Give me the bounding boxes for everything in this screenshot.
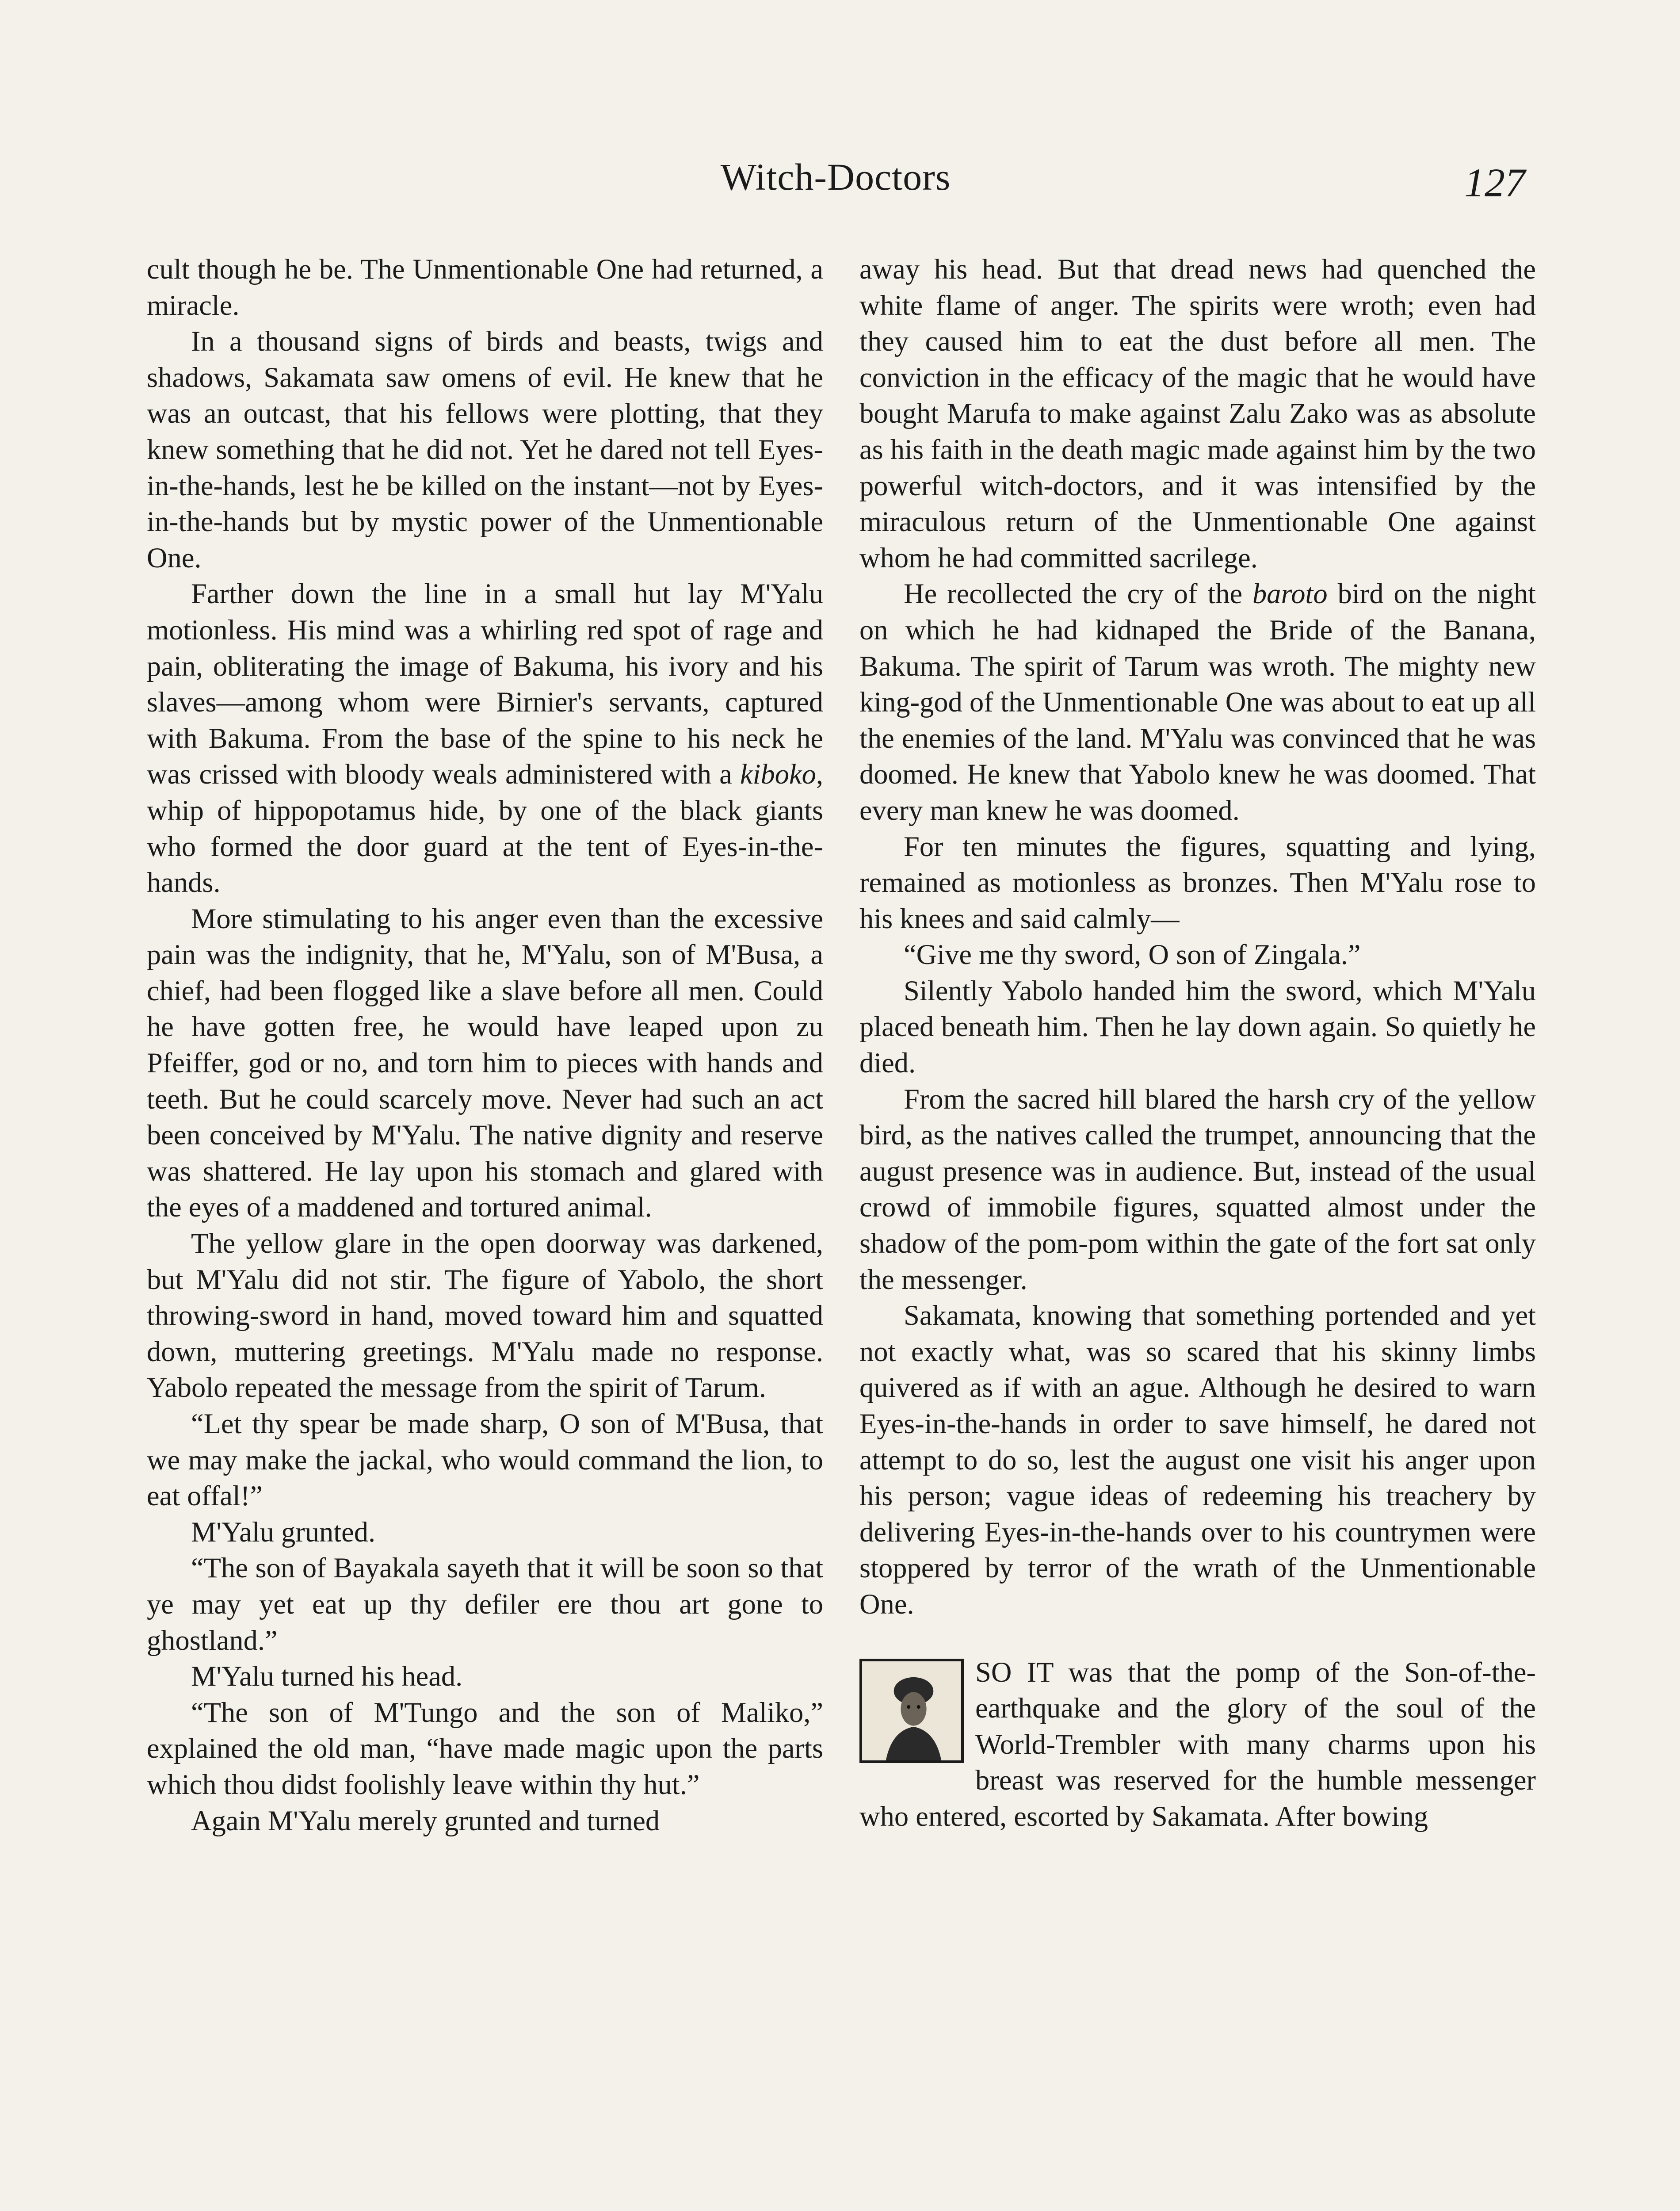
paragraph-text: cult though he be. The Unmentionable One had returned, a miracle. xyxy=(147,253,823,321)
page-number: 127 xyxy=(1464,160,1525,205)
paragraph xyxy=(147,323,823,576)
paragraph-text: SO IT was that the pomp of the Son-of-the-earthquake and the glory of the soul of the World-Trembler with many charms upon his breast was reserved for the humble messenger who entered, escorted by Sakamata. After bowing xyxy=(859,1656,1536,1832)
left-column xyxy=(147,251,823,1839)
paragraph-text: “The son of M'Tungo and the son of Maliko,” explained the old man, “have made magic upon the parts which thou didst foolishly leave within thy hut.” xyxy=(147,1696,823,1800)
paragraph-text: More stimulating to his anger even than the excessive pain was the indignity, that he, M'Yalu, son of M'Busa, a chief, had been flogged like a slave before all men. Could he have gotten free, he would have leaped upon zu Pfeiffer, god or no, and torn him to pieces with hands and teeth. But he could scarcely move. Never had such an act been conceived by M'Yalu. The native dignity and reserve was shattered. He lay upon his stomach and glared with the eyes of a maddened and tortured animal. xyxy=(147,903,823,1223)
italic-word: baroto xyxy=(1252,578,1328,610)
paragraph xyxy=(147,251,823,323)
paragraph xyxy=(147,1225,823,1406)
paragraph-text: From the sacred hill blared the harsh cry of the yellow bird, as the natives called the trumpet, announcing that the august presence was in audience. But, instead of the usual crowd of immobile figures, squatted almost under the shadow of the pom-pom within the gate of the fort sat only the messenger. xyxy=(859,1083,1536,1295)
paragraph-text: Silently Yabolo handed him the sword, which M'Yalu placed beneath him. Then he lay down again. So quietly he died. xyxy=(859,975,1536,1079)
paragraph xyxy=(147,576,823,900)
paragraph-text: The yellow glare in the open doorway was darkened, but M'Yalu did not stir. The figure of Yabolo, the short throwing-sword in hand, moved toward him and squatted down, muttering greetings. M'Yalu made no response. Yabolo repeated the message from the spirit of Tarum. xyxy=(147,1228,823,1404)
paragraph xyxy=(147,901,823,1225)
paragraph-text: “Let thy spear be made sharp, O son of M'Busa, that we may make the jackal, who would command the lion, to eat offal!” xyxy=(147,1408,823,1512)
right-column xyxy=(859,251,1536,1835)
paragraph xyxy=(859,1297,1536,1622)
paragraph-text: away his head. But that dread news had quenched the white flame of anger. The spirits were wroth; even had they caused him to eat the dust before all men. The conviction in the efficacy of the magic that he would have bought Marufa to make against Zalu Zako was as absolute as his faith in the death magic made against him by the two powerful witch-doctors, and it was intensified by the miraculous return of the Unmentionable One against whom he had committed sacrilege. xyxy=(859,253,1536,574)
paragraph xyxy=(859,1654,1536,1835)
paragraph xyxy=(147,1803,823,1839)
paragraph-text: , whip of hippopotamus hide, by one of the black giants who formed the door guard at the tent of Eyes-in-the-hands. xyxy=(147,758,823,899)
paragraph xyxy=(147,1695,823,1803)
paragraph-text: M'Yalu turned his head. xyxy=(191,1660,463,1692)
paragraph-text: He recollected the cry of the xyxy=(904,578,1253,610)
running-title: Witch-Doctors xyxy=(720,156,951,198)
running-head xyxy=(146,155,1525,217)
paragraph-text: Farther down the line in a small hut lay M'Yalu motionless. His mind was a whirling red spot of rage and pain, obliterating the image of Bakuma, his ivory and his slaves—among whom were Birnier's servants, captured with Bakuma. From the base of the spine to his neck he was crissed with bloody weals administered with a xyxy=(147,578,823,790)
paragraph xyxy=(859,829,1536,937)
paragraph xyxy=(859,251,1536,576)
paragraph-text: M'Yalu grunted. xyxy=(191,1516,376,1548)
paragraph xyxy=(147,1406,823,1514)
drop-cap-portrait-icon xyxy=(859,1659,964,1763)
paragraph xyxy=(147,1514,823,1550)
paragraph xyxy=(859,1081,1536,1298)
paragraph xyxy=(147,1658,823,1695)
paragraph xyxy=(859,973,1536,1081)
paragraph-text: In a thousand signs of birds and beasts, twigs and shadows, Sakamata saw omens of evil. He knew that he was an outcast, that his fellows were plotting, that they knew something that he did not. Yet he dared not tell Eyes-in-the-hands, lest he be killed on the instant—not by Eyes-in-the-hands but by mystic power of the Unmentionable One. xyxy=(147,325,823,574)
paragraph-text: Sakamata, knowing that something portended and yet not exactly what, was so scared that his skinny limbs quivered as if with an ague. Although he desired to warn Eyes-in-the-hands in order to save himself, he dared not attempt to do so, lest the august one visit his anger upon his person; vague ideas of redeeming his treachery by delivering Eyes-in-the-hands over to his countrymen were stoppered by terror of the wrath of the Unmentionable One. xyxy=(859,1300,1536,1620)
italic-word: kiboko xyxy=(740,758,816,790)
paragraph-text: “The son of Bayakala sayeth that it will be soon so that ye may yet eat up thy defiler ere thou art gone to ghostland.” xyxy=(147,1552,823,1656)
paragraph xyxy=(859,937,1536,973)
paragraph-text: For ten minutes the figures, squatting and lying, remained as motionless as bronzes. Then M'Yalu rose to his knees and said calmly— xyxy=(859,830,1536,934)
paragraph-text: “Give me thy sword, O son of Zingala.” xyxy=(904,939,1361,971)
paragraph xyxy=(147,1550,823,1658)
paragraph-text: Again M'Yalu merely grunted and turned xyxy=(191,1805,660,1836)
paragraph xyxy=(859,576,1536,828)
paragraph-text: bird on the night on which he had kidnaped the Bride of the Banana, Bakuma. The spirit of Tarum was wroth. The mighty new king-god of the Unmentionable One was about to eat up all the enemies of the land. M'Yalu was convinced that he was doomed. He knew that Yabolo knew he was doomed. That every man knew he was doomed. xyxy=(859,578,1536,826)
